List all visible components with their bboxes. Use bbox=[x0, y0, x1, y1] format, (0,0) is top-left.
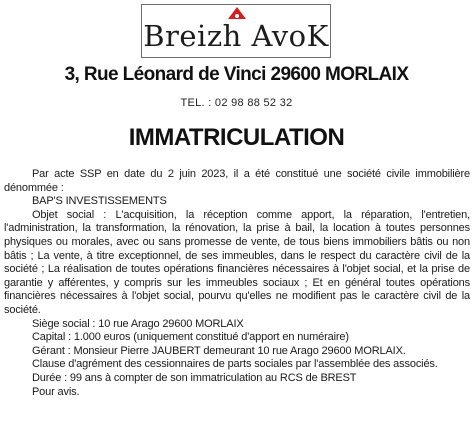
notice-paragraph-capital: Capital : 1.000 euros (uniquement constitué d'apport en numéraire) bbox=[32, 331, 349, 344]
notice-body bbox=[4, 168, 470, 399]
notice-paragraph-manager: Gérant : Monsieur Pierre JAUBERT demeurant 10 rue Arago 29600 MORLAIX. bbox=[32, 344, 406, 357]
notice-paragraph-intro: Par acte SSP en date du 2 juin 2023, il a été constitué une société civile immobilière dénommée : bbox=[4, 168, 470, 194]
logo bbox=[141, 4, 331, 58]
notice-paragraph-approval-clause: Clause d'agrément des cessionnaires de parts sociales par l'assemblée des associés. bbox=[32, 358, 438, 371]
company-address: 3, Rue Léonard de Vinci 29600 MORLAIX bbox=[64, 64, 409, 85]
notice-paragraph-company-name: BAP'S INVESTISSEMENTS bbox=[32, 195, 167, 208]
notice-paragraph-duration: Durée : 99 ans à compter de son immatriculation au RCS de BREST bbox=[32, 371, 357, 384]
notice-paragraph-closing: Pour avis. bbox=[32, 385, 80, 398]
company-phone: TEL. : 02 98 88 52 32 bbox=[180, 97, 293, 109]
logo-text: Breizh AvoK bbox=[143, 19, 329, 53]
notice-paragraph-purpose: Objet social : L'acquisition, la réception comme apport, la réparation, l'entretien, l'administration, la transformation, la rénovation, la prise à bail, la location à toutes personnes physiques ou morales, avec ou sans promesse de vente, de tous biens immobiliers bâtis ou non bâtis ; La vente, à titre exceptionnel, de ses immeubles, dans le respect du caractère civil de la société ; La réalisation de toutes opérations financières nécessaires à l'objet social, et la prise de garantie y afférentes, y compris sur les immeubles sociaux ; Et en général toutes opérations financières nécessaires à l'objet social, pourvu qu'elles ne modifient pas le caractère civil de la société. bbox=[4, 208, 470, 316]
notice-title: IMMATRICULATION bbox=[128, 124, 345, 151]
notice-paragraph-headquarters: Siège social : 10 rue Arago 29600 MORLAIX bbox=[32, 317, 244, 330]
